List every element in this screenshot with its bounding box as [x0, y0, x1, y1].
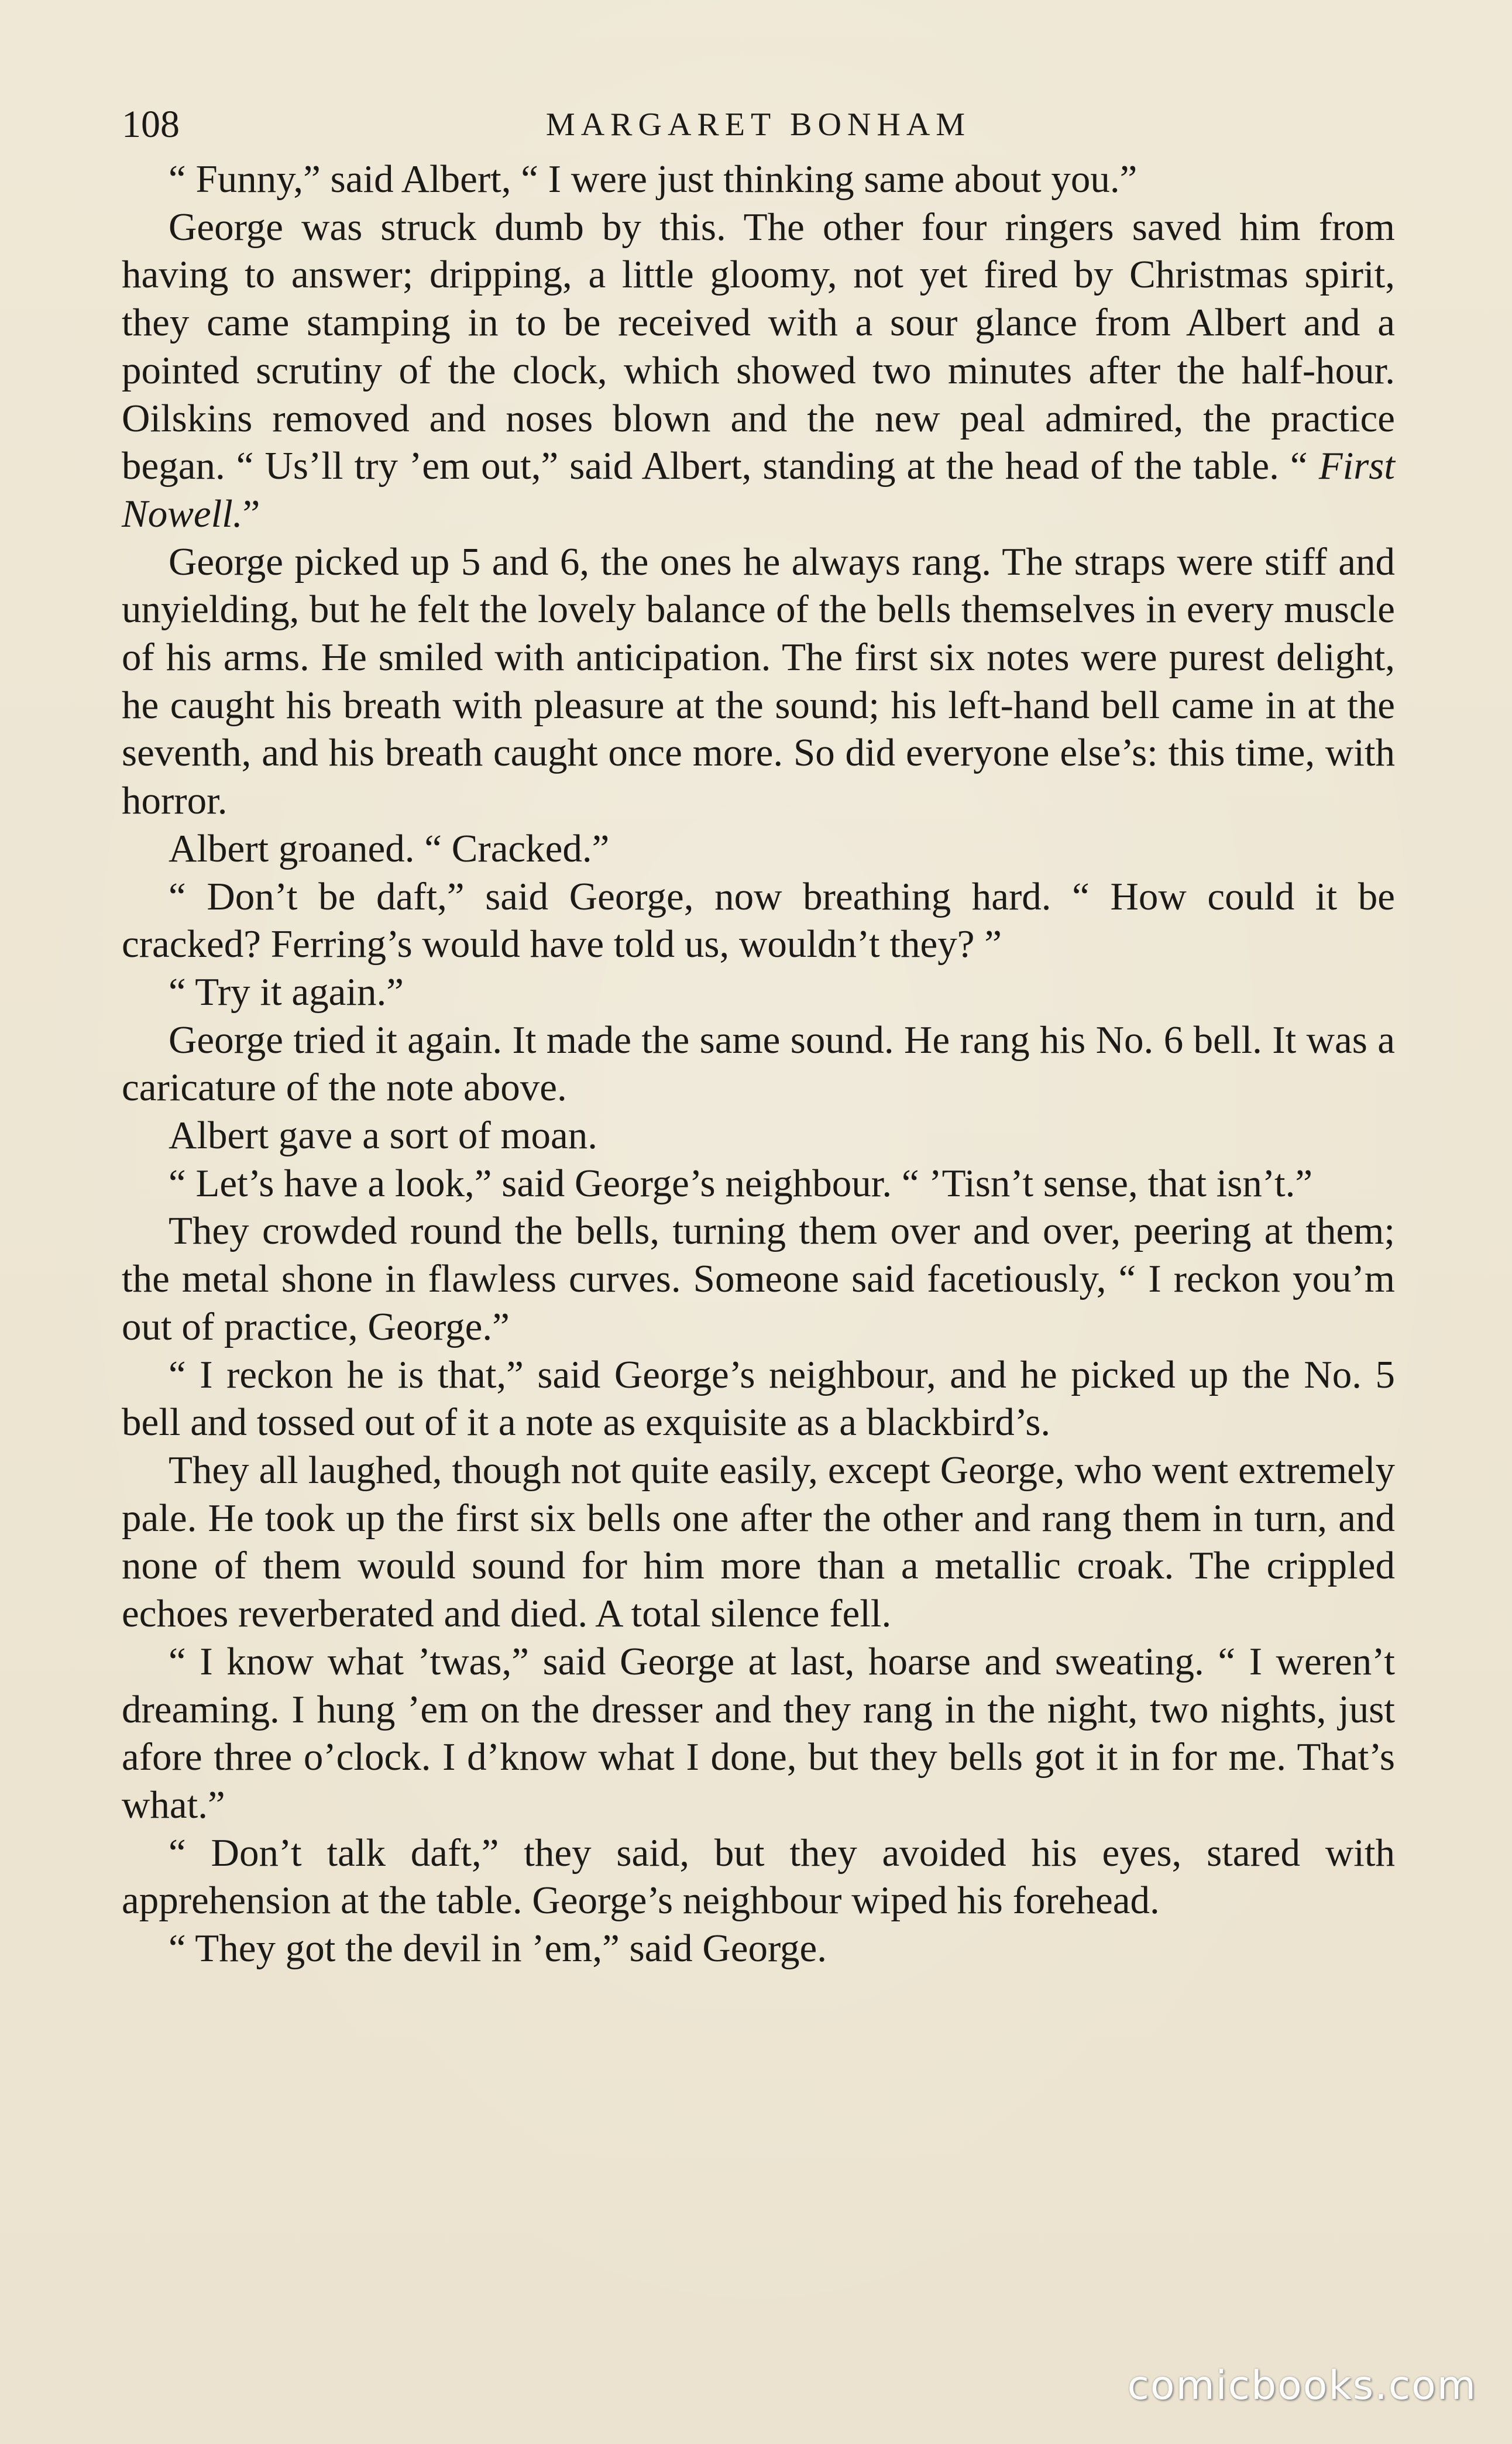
- paragraph: “ Don’t talk daft,” they said, but they avoided his eyes, stared with apprehension at the table. George’s neighbour wiped his forehead.: [122, 1831, 1395, 1923]
- watermark: comicbooks.com: [1127, 2363, 1477, 2409]
- page-number: 108: [122, 103, 180, 146]
- paragraph: [122, 204, 1395, 538]
- paragraph: Albert gave a sort of moan.: [169, 1114, 598, 1158]
- running-title: MARGARET BONHAM: [545, 107, 971, 143]
- paragraph: “ I know what ’twas,” said George at last, hoarse and sweating. “ I weren’t dreaming. I hung ’em on the dresser and they rang in the night, two nights, just afore three o’clock. I d’know what I done, but they bells got it in for me. That’s what.”: [122, 1639, 1395, 1827]
- paragraph: “ Funny,” said Albert, “ I were just thinking same about you.”: [169, 157, 1138, 201]
- paragraph: Albert groaned. “ Cracked.”: [169, 826, 610, 870]
- paragraph: “ Let’s have a look,” said George’s neighbour. “ ’Tisn’t sense, that isn’t.”: [169, 1161, 1313, 1205]
- paragraph: “ They got the devil in ’em,” said George.: [169, 1927, 827, 1971]
- paragraph: George tried it again. It made the same sound. He rang his No. 6 bell. It was a caricature of the note above.: [122, 1018, 1395, 1110]
- paragraph: They all laughed, though not quite easily, except George, who went extremely pale. He took up the first six bells one after the other and rang them in turn, and none of them would sound for him more than a metallic croak. The crippled echoes reverberated and died. A total silence fell.: [122, 1448, 1395, 1636]
- paragraph: “ Don’t be daft,” said George, now breathing hard. “ How could it be cracked? Ferring’s would have told us, wouldn’t they? ”: [122, 874, 1395, 966]
- paragraph: “ Try it again.”: [169, 970, 404, 1014]
- running-head: [122, 98, 1395, 151]
- paragraph: “ I reckon he is that,” said George’s neighbour, and he picked up the No. 5 bell and tossed out of it a note as exquisite as a blackbird’s.: [122, 1353, 1395, 1444]
- body-text: [122, 156, 1395, 1973]
- italic-title: First Nowell.: [122, 444, 1395, 536]
- paragraph: They crowded round the bells, turning them over and over, peering at them; the metal shone in flawless curves. Someone said facetiously, “ I reckon you’m out of practice, George.”: [122, 1209, 1395, 1348]
- paragraph-text: George was struck dumb by this. The other four ringers saved him from having to answer; dripping, a little gloomy, not yet fired by Christmas spirit, they came stamping in to be received with a sour glance from Albert and a pointed scrutiny of the clock, which showed two minutes after the half-hour. Oilskins removed and noses blown and the new peal admired, the practice began. “ Us’ll try ’em out,” said Albert, standing at the head of the table. “ First Nowell.”: [122, 205, 1395, 536]
- paragraph: George picked up 5 and 6, the ones he always rang. The straps were stiff and unyielding, but he felt the lovely balance of the bells themselves in every muscle of his arms. He smiled with anticipation. The first six notes were purest delight, he caught his breath with pleasure at the sound; his left-hand bell came in at the seventh, and his breath caught once more. So did everyone else’s: this time, with horror.: [122, 540, 1395, 823]
